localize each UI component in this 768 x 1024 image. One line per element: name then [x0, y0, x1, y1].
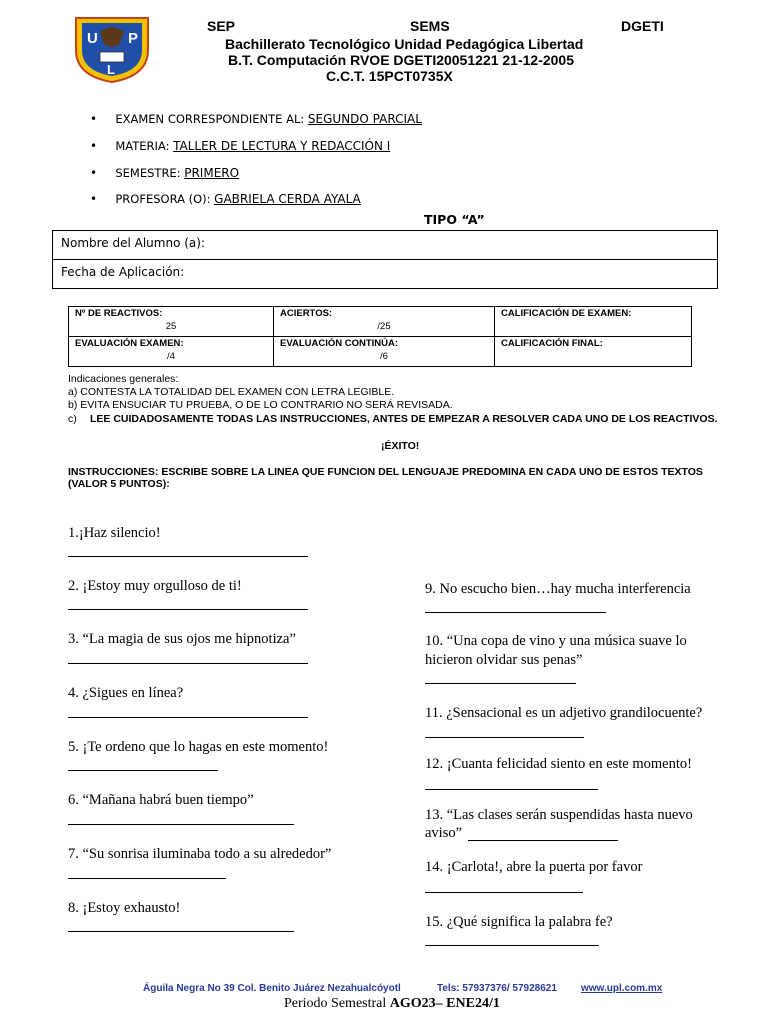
- footer-tels: Tels: 57937376/ 57928621: [437, 983, 557, 994]
- answer-line-3[interactable]: [68, 663, 308, 664]
- indicacion-c-prefix: c): [68, 413, 77, 425]
- student-name-field[interactable]: [53, 231, 717, 260]
- eval-continua-value: /6: [380, 351, 388, 362]
- question-6: 6. “Mañana habrá buen tiempo”: [68, 792, 254, 808]
- answer-line-7[interactable]: [68, 878, 226, 879]
- logo-letter-u: U: [87, 30, 98, 47]
- info-label: MATERIA:: [115, 139, 174, 153]
- info-value: TALLER DE LECTURA Y REDACCIÓN I: [173, 139, 391, 153]
- info-item-semestre: • SEMESTRE: PRIMERO: [90, 166, 240, 180]
- header-school-name: Bachillerato Tecnológico Unidad Pedagógica Libertad: [225, 36, 584, 52]
- student-name-label: Nombre del Alumno (a):: [61, 236, 205, 250]
- eval-examen-cell[interactable]: [69, 337, 274, 367]
- answer-line-1[interactable]: [68, 556, 308, 557]
- question-15: 15. ¿Qué significa la palabra fe?: [425, 914, 613, 930]
- info-label: SEMESTRE:: [115, 166, 185, 180]
- info-list: [90, 112, 590, 218]
- table-row: [69, 307, 692, 337]
- answer-line-11[interactable]: [425, 737, 584, 738]
- info-item-materia: • MATERIA: TALLER DE LECTURA Y REDACCIÓN I: [90, 139, 391, 153]
- question-11: 11. ¿Sensacional es un adjetivo grandilocuente?: [425, 705, 703, 721]
- instrucciones-text: INSTRUCCIONES: ESCRIBE SOBRE LA LINEA QUE FUNCION DEL LENGUAJE PREDOMINA EN CADA UNO DE ESTOS TEXTOS (VALOR 5 PUNTOS):: [68, 466, 703, 490]
- logo-letter-p: P: [128, 30, 139, 47]
- answer-line-15[interactable]: [425, 945, 599, 946]
- answer-line-13[interactable]: [468, 840, 618, 841]
- answer-line-5[interactable]: [68, 770, 218, 771]
- answer-line-8[interactable]: [68, 931, 294, 932]
- application-date-label: Fecha de Aplicación:: [61, 265, 185, 279]
- application-date-field[interactable]: [53, 260, 717, 288]
- question-7: 7. “Su sonrisa iluminaba todo a su alrededor”: [68, 846, 332, 862]
- info-value: SEGUNDO PARCIAL: [307, 112, 422, 126]
- scores-table: [68, 306, 692, 367]
- info-value: GABRIELA CERDA AYALA: [214, 192, 361, 206]
- question-8: 8. ¡Estoy exhausto!: [68, 900, 181, 916]
- exito-text: ¡ÉXITO!: [381, 440, 420, 452]
- info-item-examen: • EXAMEN CORRESPONDIENTE AL: SEGUNDO PARCIAL: [90, 112, 422, 126]
- exam-type: TIPO “A”: [424, 212, 485, 227]
- eval-examen-value: /4: [167, 351, 175, 362]
- indicacion-c: LEE CUIDADOSAMENTE TODAS LAS INSTRUCCIONES, ANTES DE EMPEZAR A RESOLVER CADA UNO DE LOS REACTIVOS.: [90, 413, 718, 425]
- question-14: 14. ¡Carlota!, abre la puerta por favor: [425, 859, 643, 875]
- eval-continua-label: EVALUACIÓN CONTINÚA:: [280, 338, 399, 349]
- aciertos-value: /25: [377, 321, 391, 332]
- question-10-cont: hicieron olvidar sus penas”: [425, 652, 583, 668]
- aciertos-cell[interactable]: [274, 307, 495, 337]
- student-info-box: [52, 230, 718, 289]
- eval-examen-label: EVALUACIÓN EXAMEN:: [75, 338, 184, 349]
- periodo-label: Periodo Semestral: [284, 996, 390, 1011]
- reactivos-label: Nº DE REACTIVOS:: [75, 308, 163, 319]
- periodo-value: AGO23– ENE24/1: [389, 996, 500, 1011]
- header-sep: SEP: [207, 18, 236, 34]
- answer-line-12[interactable]: [425, 789, 598, 790]
- info-label: PROFESORA (O):: [115, 192, 215, 206]
- indicacion-b: b) EVITA ENSUCIAR TU PRUEBA, O DE LO CONTRARIO NO SERÁ REVISADA.: [68, 399, 453, 411]
- question-5: 5. ¡Te ordeno que lo hagas en este momento!: [68, 739, 329, 755]
- indicacion-a: a) CONTESTA LA TOTALIDAD DEL EXAMEN CON LETRA LEGIBLE.: [68, 386, 395, 398]
- question-1: 1.¡Haz silencio!: [68, 525, 161, 541]
- answer-line-4[interactable]: [68, 717, 308, 718]
- footer-address: Águila Negra No 39 Col. Benito Juárez Nezahualcóyotl: [143, 983, 401, 994]
- question-9: 9. No escucho bien…hay mucha interferencia: [425, 581, 691, 597]
- answer-line-10[interactable]: [425, 683, 576, 684]
- answer-line-9[interactable]: [425, 612, 606, 613]
- reactivos-cell: [69, 307, 274, 337]
- info-value: PRIMERO: [184, 166, 240, 180]
- table-row: [69, 337, 692, 367]
- header-cct: C.C.T. 15PCT0735X: [326, 68, 453, 84]
- calif-examen-cell[interactable]: [495, 307, 692, 337]
- question-2: 2. ¡Estoy muy orgulloso de ti!: [68, 578, 242, 594]
- header-dgeti: DGETI: [621, 18, 664, 34]
- calif-final-label: CALIFICACIÓN FINAL:: [501, 338, 603, 349]
- calif-final-cell[interactable]: [495, 337, 692, 367]
- answer-line-6[interactable]: [68, 824, 294, 825]
- aciertos-label: ACIERTOS:: [280, 308, 333, 319]
- logo-letter-l: L: [107, 62, 115, 77]
- info-item-profesora: • PROFESORA (O): GABRIELA CERDA AYALA: [90, 192, 361, 206]
- question-13-cont: aviso”: [425, 825, 463, 841]
- header-rvoe: B.T. Computación RVOE DGETI20051221 21-12-2005: [228, 52, 574, 68]
- indicaciones-title: Indicaciones generales:: [68, 373, 179, 385]
- question-13: 13. “Las clases serán suspendidas hasta nuevo: [425, 807, 693, 823]
- answer-line-2[interactable]: [68, 609, 308, 610]
- question-4: 4. ¿Sigues en línea?: [68, 685, 184, 701]
- question-10: 10. “Una copa de vino y una música suave lo: [425, 633, 687, 649]
- footer-periodo: [284, 996, 500, 1012]
- school-logo: [70, 14, 154, 84]
- answer-line-14[interactable]: [425, 892, 583, 893]
- header-sems: SEMS: [410, 18, 450, 34]
- calif-examen-label: CALIFICACIÓN DE EXAMEN:: [501, 308, 632, 319]
- question-12: 12. ¡Cuanta felicidad siento en este momento!: [425, 756, 692, 772]
- info-label: EXAMEN CORRESPONDIENTE AL:: [115, 112, 308, 126]
- question-3: 3. “La magia de sus ojos me hipnotiza”: [68, 631, 296, 647]
- reactivos-value: 25: [165, 321, 177, 332]
- footer-website-link[interactable]: www.upl.com.mx: [581, 983, 663, 994]
- eval-continua-cell[interactable]: [274, 337, 495, 367]
